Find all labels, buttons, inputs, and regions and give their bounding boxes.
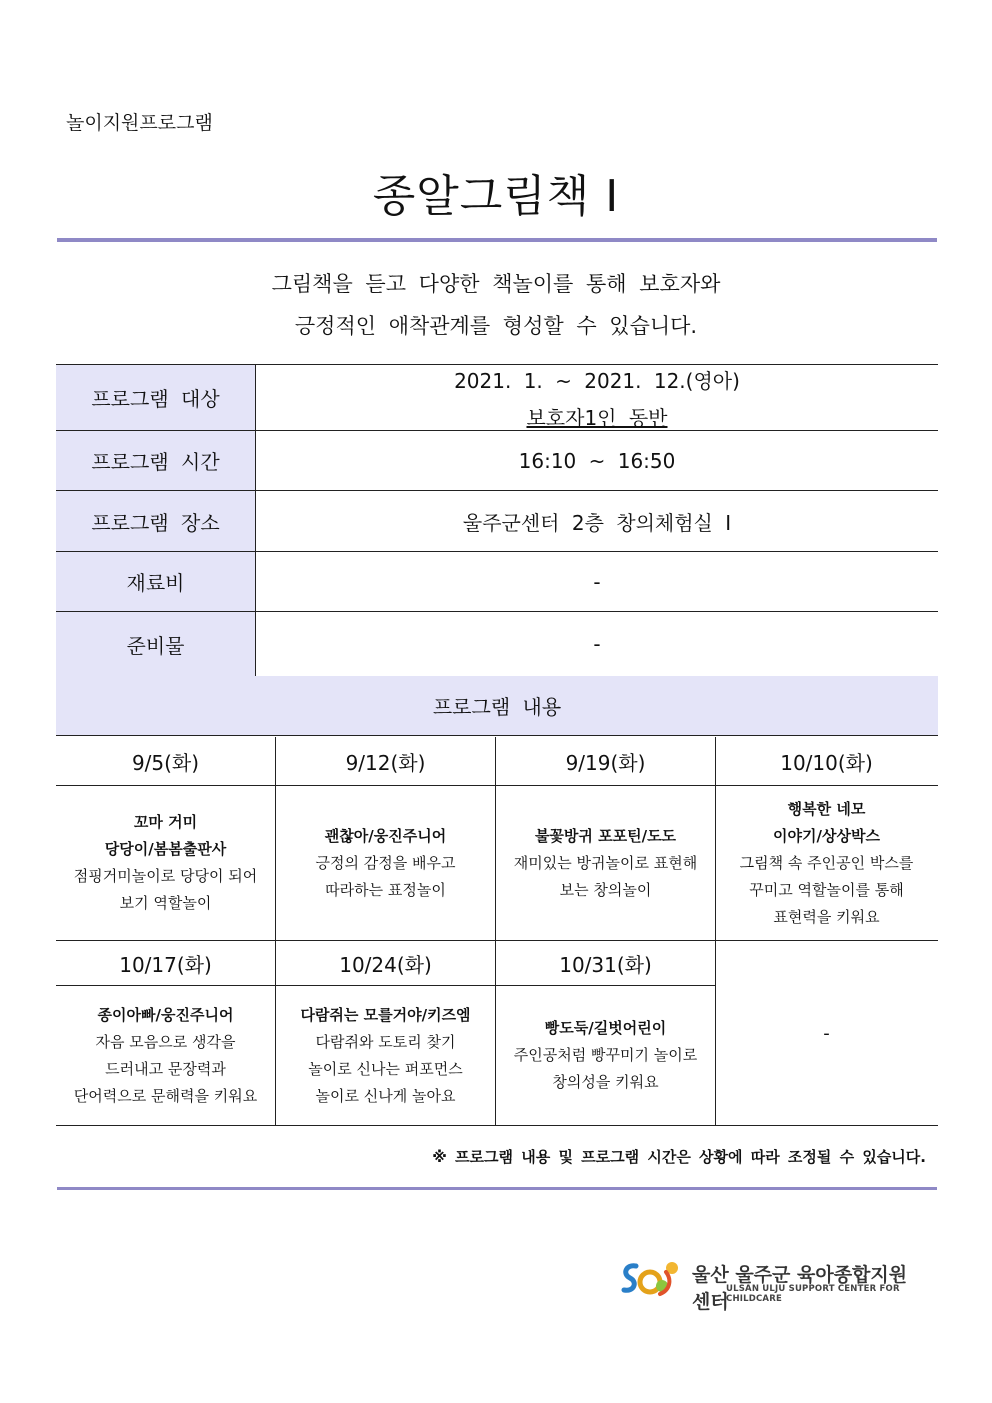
- book-title: 다람쥐는 모를거야/키즈엠: [300, 1005, 471, 1024]
- activity-text: 그림책 속 주인공인 박스를: [739, 853, 914, 872]
- schedule-desc-row-1: [56, 786, 938, 941]
- place-label: 프로그램 장소: [56, 491, 256, 551]
- session-date: 9/12(화): [276, 737, 496, 785]
- intro-line-2: 긍정적인 애착관계를 형성할 수 있습니다.: [294, 314, 698, 338]
- activity-text: 놀이로 신나게 놀아요: [315, 1086, 456, 1105]
- time-label: 프로그램 시간: [56, 431, 256, 490]
- session-date: 10/31(화): [496, 941, 715, 986]
- activity-text: 보기 역할놀이: [119, 894, 212, 912]
- center-name-en: ULSAN ULJU SUPPORT CENTER FOR CHILDCARE: [726, 1284, 900, 1304]
- program-info-table: [56, 364, 938, 677]
- session-date: 10/10(화): [780, 750, 873, 775]
- info-row-fee: [56, 552, 938, 612]
- session-detail: [716, 786, 937, 940]
- time-value: 16:10 ~ 16:50: [518, 448, 676, 473]
- activity-text: 재미있는 방귀놀이로 표현해: [513, 853, 698, 872]
- session-detail: [276, 786, 496, 940]
- book-publisher: 당당이/봄봄출판사: [104, 840, 227, 858]
- session-detail: [514, 986, 697, 1125]
- page-title: 종알그림책 I: [372, 171, 620, 222]
- book-title: 빵도둑/길벗어린이: [544, 1019, 667, 1037]
- info-row-prep: [56, 612, 938, 677]
- activity-text: 단어력으로 문해력을 키워요: [73, 1086, 258, 1105]
- prep-label: 준비물: [56, 612, 256, 676]
- schedule-dates-row-1: [56, 737, 938, 786]
- activity-text: 다람쥐와 도토리 찾기: [315, 1032, 456, 1051]
- activity-text: 자음 모음으로 생각을: [95, 1032, 236, 1051]
- activity-text: 점핑거미놀이로 당당이 되어: [73, 867, 258, 885]
- info-row-time: [56, 431, 938, 491]
- activity-text: 꾸미고 역할놀이를 통해: [749, 880, 904, 899]
- target-value: [256, 365, 938, 430]
- center-name-ko: 울산 울주군 육아종합지원센터: [692, 1264, 908, 1313]
- activity-text: 긍정의 감정을 배우고: [315, 853, 456, 872]
- center-logo: [620, 1258, 920, 1313]
- info-row-place: [56, 491, 938, 552]
- activity-text: 보는 창의놀이: [559, 880, 652, 899]
- title-divider: [57, 238, 937, 242]
- target-period: 2021. 1. ~ 2021. 12.(영아): [454, 368, 740, 393]
- session-date: 10/24(화): [276, 941, 495, 986]
- book-title: 행복한 네모: [787, 799, 866, 818]
- schedule-row-2: [56, 941, 938, 1126]
- book-title: 불꽃방귀 포포틴/도도: [534, 826, 677, 845]
- fee-value: -: [593, 569, 601, 594]
- footer-divider: [57, 1187, 937, 1190]
- session-date: 9/5(화): [56, 737, 276, 785]
- book-title: 종이아빠/웅진주니어: [97, 1005, 234, 1024]
- book-publisher: 이야기/상상박스: [773, 826, 880, 845]
- intro-line-1: 그림책을 듣고 다양한 책놀이를 통해 보호자와: [271, 272, 721, 296]
- activity-text: 드러내고 문장력과: [105, 1059, 226, 1078]
- session-date: 10/17(화): [56, 941, 275, 986]
- center-logo-mark: [620, 1258, 686, 1298]
- session-column: [276, 941, 496, 1125]
- place-value: 울주군센터 2층 창의체험실 I: [462, 510, 732, 535]
- book-title: 괜찮아/웅진주니어: [324, 826, 447, 845]
- activity-text: 따라하는 표정놀이: [325, 880, 446, 899]
- prep-value: -: [593, 632, 601, 656]
- schedule-note: ※ 프로그램 내용 및 프로그램 시간은 상황에 따라 조정될 수 있습니다.: [432, 1148, 926, 1166]
- info-row-target: [56, 365, 938, 431]
- session-detail: [300, 986, 470, 1125]
- fee-label: 재료비: [56, 552, 256, 611]
- session-detail: [74, 986, 257, 1125]
- session-column: [496, 941, 716, 1125]
- activity-text: 놀이로 신나는 퍼포먼스: [308, 1059, 463, 1078]
- category-label: 놀이지원프로그램: [66, 112, 213, 134]
- empty-session-cell: -: [823, 1022, 830, 1044]
- activity-text: 표현력을 키워요: [773, 907, 880, 926]
- session-detail: [496, 786, 716, 940]
- session-date: 9/19(화): [496, 737, 716, 785]
- activity-text: 창의성을 키워요: [552, 1073, 659, 1091]
- session-column: [56, 941, 276, 1125]
- target-companion: 보호자1인 동반: [526, 405, 668, 430]
- session-detail: [56, 786, 276, 940]
- target-label: 프로그램 대상: [56, 365, 256, 430]
- content-header: 프로그램 내용: [56, 676, 938, 736]
- activity-text: 주인공처럼 빵꾸미기 놀이로: [513, 1046, 698, 1064]
- book-title: 꼬마 거미: [133, 813, 198, 831]
